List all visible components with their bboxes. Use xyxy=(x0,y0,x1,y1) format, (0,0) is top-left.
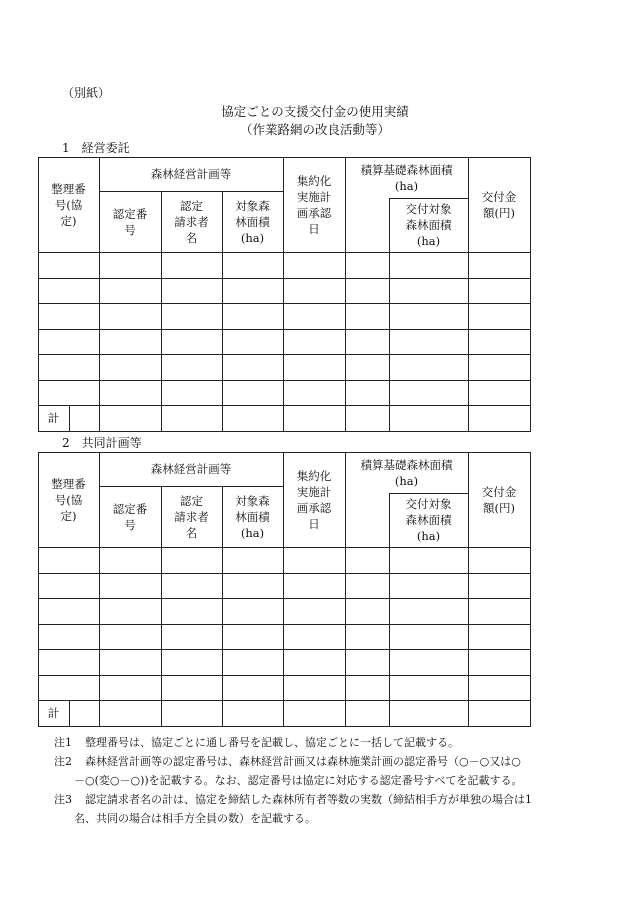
table-rule xyxy=(345,452,346,726)
header-sekisan-area: 積算基礎森林面積 (ha) xyxy=(360,458,453,488)
page-title: 協定ごとの支援交付金の使用実績 xyxy=(221,104,409,119)
note-label: 注2 xyxy=(54,755,72,768)
table-rule xyxy=(38,431,530,432)
attachment-label: （別紙） xyxy=(62,86,111,100)
table-rule xyxy=(38,252,530,253)
table-rule xyxy=(530,157,531,432)
note-text: 名、共同の場合は相手方全員の数）を記載する。 xyxy=(74,812,316,825)
table-rule xyxy=(530,452,531,727)
header-kofu-area: 交付対象 森林面積 (ha) xyxy=(405,202,452,248)
section-heading: 1 経営委託 xyxy=(62,141,130,155)
header-requester-name: 認定 請求者 名 xyxy=(174,493,209,540)
table-rule xyxy=(38,573,530,574)
header-nintei-bango: 認定番 号 xyxy=(112,206,148,237)
table-rule xyxy=(38,700,530,701)
table-rule xyxy=(38,598,530,599)
header-plan-group: 森林経営計画等 xyxy=(150,167,232,181)
note-text: 認定請求者名の計は、協定を締結した森林所有者等数の実数（締結相手方が単独の場合は1 xyxy=(85,793,532,806)
section-heading: 2 共同計画等 xyxy=(62,436,142,450)
table-rule xyxy=(38,278,530,279)
table-rule xyxy=(38,726,530,727)
table-rule xyxy=(38,354,530,355)
header-requester-name: 認定 請求者 名 xyxy=(174,198,209,245)
total-row-label: 計 xyxy=(47,705,60,720)
header-nintei-bango: 認定番 号 xyxy=(112,501,148,532)
table-rule xyxy=(38,547,530,548)
table-rule xyxy=(69,405,70,431)
note-text: 整理番号は、協定ごとに通し番号を記載し、協定ごとに一括して記載する。 xyxy=(85,736,459,749)
header-plan-group: 森林経営計画等 xyxy=(150,462,232,476)
total-row-label: 計 xyxy=(47,410,60,425)
note-label: 注1 xyxy=(54,736,72,749)
note-text: －○(変○－○))を記載する。なお、認定番号は協定に対応する認定番号すべてを記載する。 xyxy=(74,774,523,787)
table-rule xyxy=(38,303,530,304)
table-rule xyxy=(38,649,530,650)
header-target-area: 対象森 林面積 (ha) xyxy=(235,493,270,540)
table-rule xyxy=(38,675,530,676)
header-sekisan-area: 積算基礎森林面積 (ha) xyxy=(360,163,453,193)
header-kofu-amount: 交付金 額(円) xyxy=(481,189,517,220)
table-rule xyxy=(38,624,530,625)
header-target-area: 対象森 林面積 (ha) xyxy=(235,198,270,245)
table-rule xyxy=(345,157,346,431)
header-shuyaku-date: 集約化 実施計 画承認 日 xyxy=(296,173,332,236)
table-rule xyxy=(38,329,530,330)
header-kofu-amount: 交付金 額(円) xyxy=(481,484,517,515)
table-rule xyxy=(69,700,70,726)
table-rule xyxy=(38,380,530,381)
page-subtitle: （作業路網の改良活動等） xyxy=(239,122,390,137)
table-rule xyxy=(38,405,530,406)
header-seiri-bango: 整理番 号(協 定) xyxy=(51,476,86,523)
note-text: 森林経営計画等の認定番号は、森林経営計画又は森林施業計画の認定番号（○－○又は○ xyxy=(85,755,521,768)
header-seiri-bango: 整理番 号(協 定) xyxy=(51,181,86,228)
note-label: 注3 xyxy=(54,793,72,806)
header-kofu-area: 交付対象 森林面積 (ha) xyxy=(405,497,452,543)
header-shuyaku-date: 集約化 実施計 画承認 日 xyxy=(296,468,332,531)
